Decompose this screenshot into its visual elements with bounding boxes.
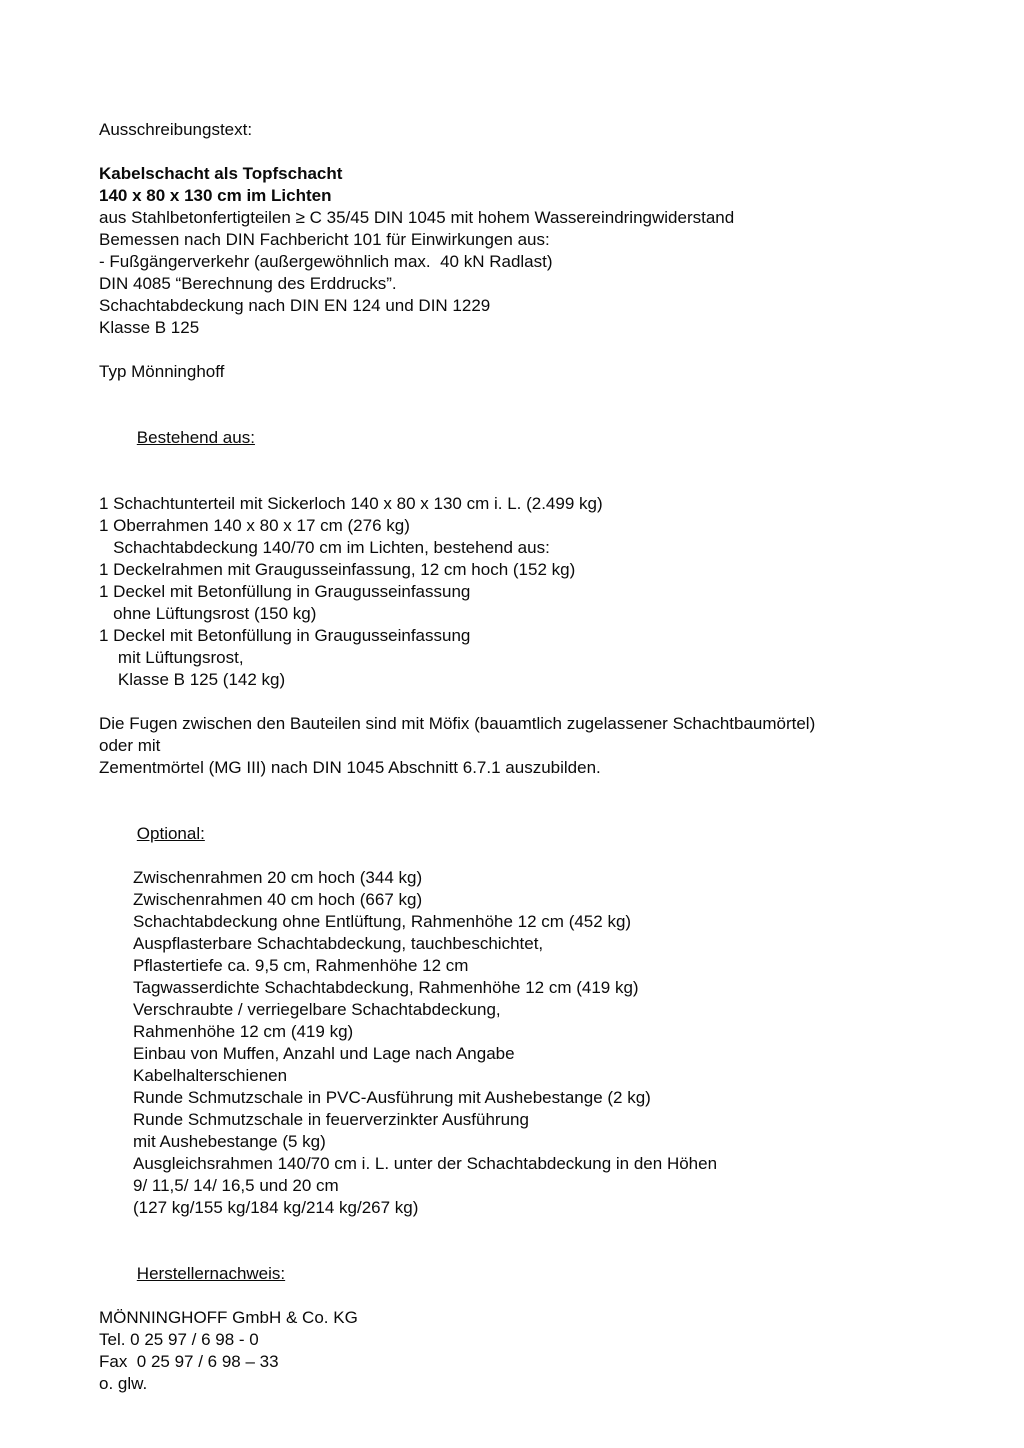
component-line: Schachtabdeckung 140/70 cm im Lichten, bestehend aus: [99,538,550,557]
component-line: mit Lüftungsrost, [99,648,244,667]
component-line: Klasse B 125 (142 kg) [99,670,286,689]
components-list-section [99,493,974,691]
type-line: Typ Mönninghoff [99,362,225,381]
product-section [99,163,974,339]
optional-line: Auspflasterbare Schachtabdeckung, tauchbeschichtet, [133,934,544,953]
optional-line: Kabelhalterschienen [133,1066,288,1085]
component-line: ohne Lüftungsrost (150 kg) [99,604,317,623]
joint-note-line: Die Fugen zwischen den Bauteilen sind mit Möfix (bauamtlich zugelassener Schachtbaumörtel) [99,714,816,733]
component-line: 1 Deckel mit Betonfüllung in Graugusseinfassung [99,626,471,645]
manufacturer-line: MÖNNINGHOFF GmbH & Co. KG [99,1308,358,1327]
component-line: 1 Oberrahmen 140 x 80 x 17 cm (276 kg) [99,516,410,535]
optional-line: Runde Schmutzschale in PVC-Ausführung mit Aushebestange (2 kg) [133,1088,651,1107]
manufacturer-section [99,1241,974,1395]
product-title-line-2: 140 x 80 x 130 cm im Lichten [99,186,332,205]
component-line: 1 Deckelrahmen mit Graugusseinfassung, 12 cm hoch (152 kg) [99,560,576,579]
type-section [99,361,974,383]
components-heading-section [99,405,974,471]
optional-list [99,867,974,1219]
optional-line: Zwischenrahmen 20 cm hoch (344 kg) [133,868,423,887]
spec-line: aus Stahlbetonfertigteilen ≥ C 35/45 DIN 1045 mit hohem Wassereindringwiderstand [99,208,735,227]
spec-line: Schachtabdeckung nach DIN EN 124 und DIN 1229 [99,296,491,315]
manufacturer-heading-text: Herstellernachweis: [136,1264,286,1283]
product-spec-lines [99,207,974,339]
spec-line: Bemessen nach DIN Fachbericht 101 für Einwirkungen aus: [99,230,550,249]
optional-line: Einbau von Muffen, Anzahl und Lage nach Angabe [133,1044,515,1063]
joint-note-line: Zementmörtel (MG III) nach DIN 1045 Abschnitt 6.7.1 auszubilden. [99,758,601,777]
joint-note-section [99,713,974,779]
optional-line: Zwischenrahmen 40 cm hoch (667 kg) [133,890,423,909]
optional-line: Ausgleichsrahmen 140/70 cm i. L. unter der Schachtabdeckung in den Höhen [133,1154,718,1173]
optional-line: Tagwasserdichte Schachtabdeckung, Rahmenhöhe 12 cm (419 kg) [133,978,639,997]
optional-line: mit Aushebestange (5 kg) [133,1132,326,1151]
optional-line: Rahmenhöhe 12 cm (419 kg) [133,1022,354,1041]
components-heading-text: Bestehend aus: [136,428,255,447]
manufacturer-line: o. glw. [99,1374,148,1393]
joint-note-line: oder mit [99,736,161,755]
spec-line: DIN 4085 “Berechnung des Erddrucks”. [99,274,397,293]
component-line: 1 Schachtunterteil mit Sickerloch 140 x 80 x 130 cm i. L. (2.499 kg) [99,494,603,513]
manufacturer-line: Tel. 0 25 97 / 6 98 - 0 [99,1330,259,1349]
optional-line: Schachtabdeckung ohne Entlüftung, Rahmenhöhe 12 cm (452 kg) [133,912,632,931]
optional-line: Runde Schmutzschale in feuerverzinkter Ausführung [133,1110,529,1129]
intro-line: Ausschreibungstext: [99,120,253,139]
components-heading [99,405,974,471]
optional-line: 9/ 11,5/ 14/ 16,5 und 20 cm [133,1176,339,1195]
optional-heading-text: Optional: [136,824,205,843]
manufacturer-lines [99,1307,974,1395]
optional-line: Pflastertiefe ca. 9,5 cm, Rahmenhöhe 12 cm [133,956,469,975]
intro-section [99,119,974,141]
manufacturer-line: Fax 0 25 97 / 6 98 – 33 [99,1352,279,1371]
optional-line: Verschraubte / verriegelbare Schachtabdeckung, [133,1000,501,1019]
optional-section [99,801,974,1219]
product-title-line-1: Kabelschacht als Topfschacht [99,164,343,183]
optional-heading [99,801,974,867]
spec-line: Klasse B 125 [99,318,200,337]
optional-line: (127 kg/155 kg/184 kg/214 kg/267 kg) [133,1198,419,1217]
spec-line: - Fußgängerverkehr (außergewöhnlich max. 40 kN Radlast) [99,252,553,271]
component-line: 1 Deckel mit Betonfüllung in Graugusseinfassung [99,582,471,601]
document-content [99,119,974,1417]
manufacturer-heading [99,1241,974,1307]
